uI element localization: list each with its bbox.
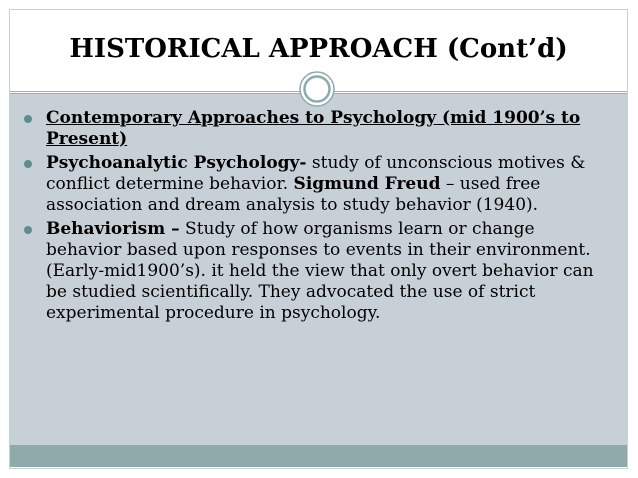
bullet-text: Study of how organisms learn or change behavior based upon responses to events in their environment. (Early-mid1900’s). it held the view that only overt behavior can be studied scientifically. They advocated the use of strict experimental procedure in psychology. xyxy=(46,219,594,323)
bullet-behaviorism xyxy=(22,219,612,324)
footer-band xyxy=(10,445,627,467)
bullet-dot-icon xyxy=(24,160,32,168)
bullet-text: – used free association and dream analysis to study behavior (1940). xyxy=(46,174,541,215)
bullet-lead: Psychoanalytic Psychology- xyxy=(46,153,307,173)
bullet-heading: Contemporary Approaches to Psychology (mid 1900’s to Present) xyxy=(46,108,581,149)
bullet-dot-icon xyxy=(24,115,32,123)
bullet-name: Sigmund Freud xyxy=(293,174,441,194)
bullet-dot-icon xyxy=(24,226,32,234)
bullet-list xyxy=(22,108,612,327)
circle-ornament-icon xyxy=(299,71,335,107)
bullet-contemporary xyxy=(22,108,612,150)
bullet-psychoanalytic xyxy=(22,153,612,216)
bullet-text: study of unconscious motives & conflict determine behavior. xyxy=(46,153,586,194)
bullet-lead: Behaviorism – xyxy=(46,219,180,239)
slide-title: HISTORICAL APPROACH (Cont’d) xyxy=(69,34,568,64)
